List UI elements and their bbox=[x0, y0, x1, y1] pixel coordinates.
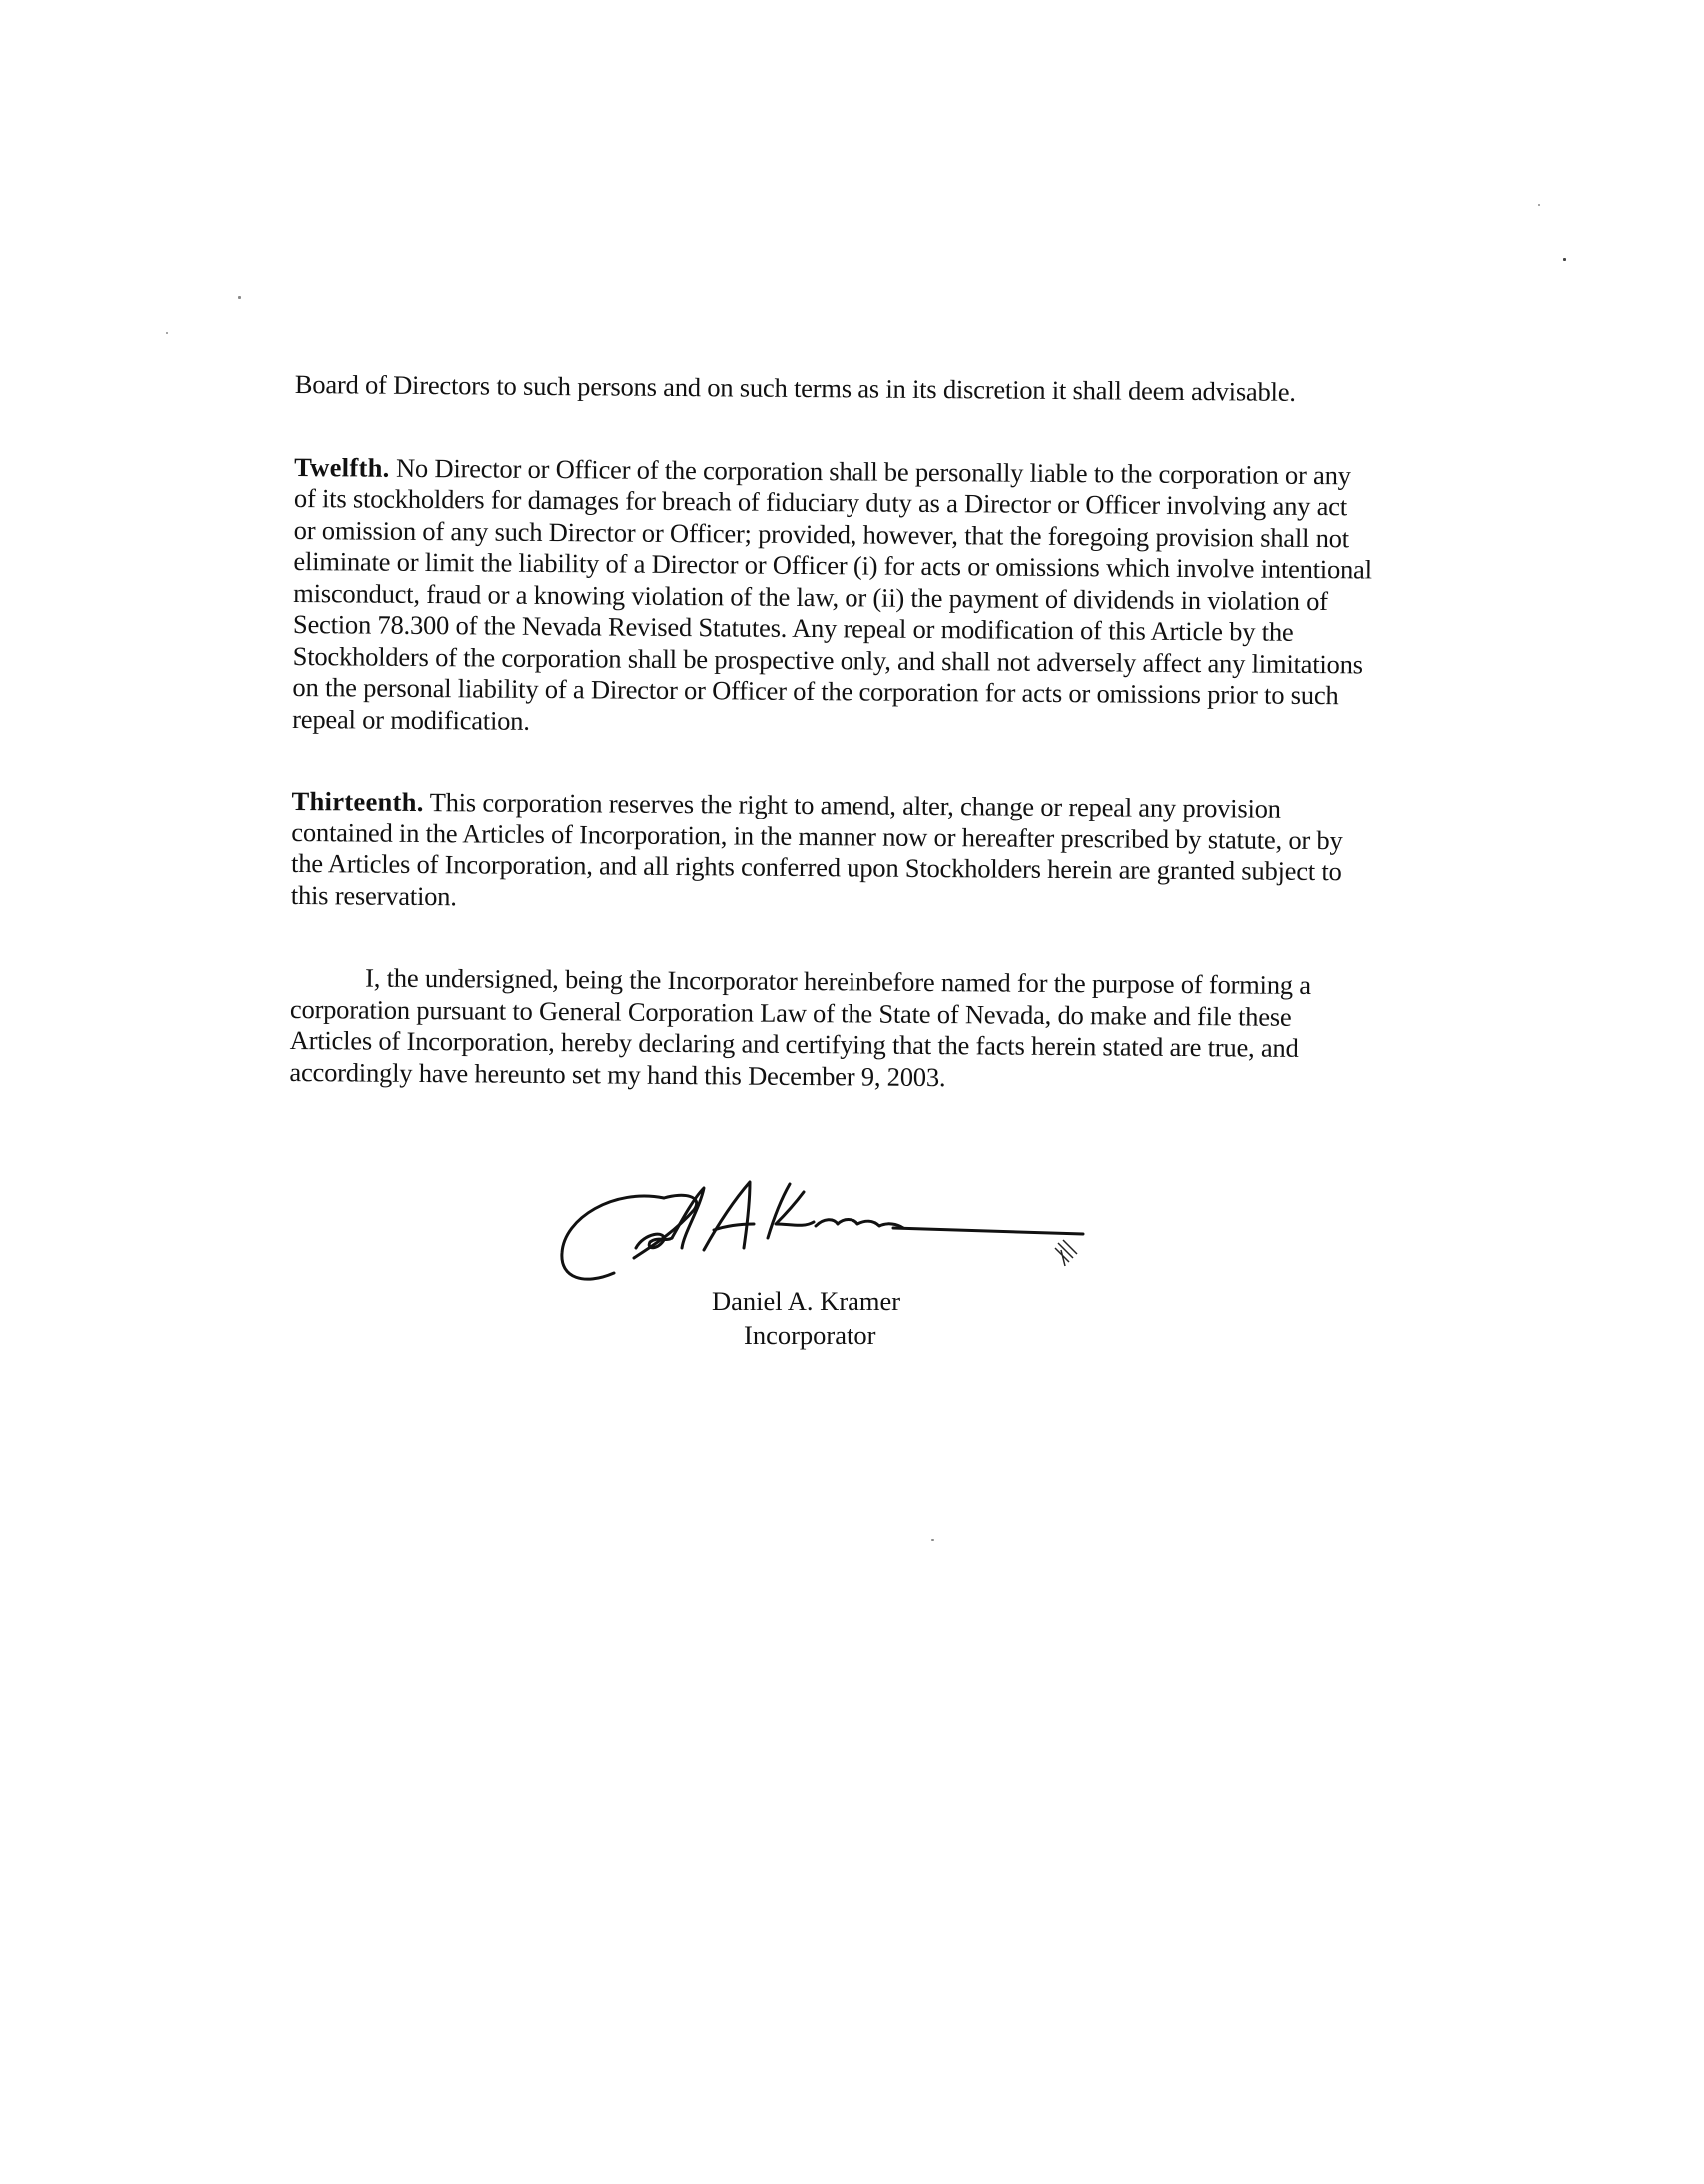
paragraph-thirteenth bbox=[291, 786, 1371, 919]
paragraph-board-of-directors bbox=[295, 369, 1374, 409]
scan-speck bbox=[931, 1539, 934, 1541]
scan-speck bbox=[1563, 258, 1566, 261]
signatory-name: Daniel A. Kramer bbox=[712, 1286, 901, 1316]
paragraph-heading: Thirteenth. bbox=[291, 785, 424, 818]
scan-speck bbox=[1538, 204, 1540, 206]
handwritten-signature bbox=[554, 1178, 1093, 1303]
paragraph-certification bbox=[289, 962, 1369, 1096]
scan-speck bbox=[238, 296, 241, 299]
signatory-title: Incorporator bbox=[744, 1320, 876, 1350]
signature-block bbox=[554, 1178, 1113, 1358]
paragraph-text: This corporation reserves the right to amend, alter, change or repeal any provision contained in the Articles of Incorporation, in the manner now or hereafter prescribed by statute, or by the Articles of Incorporation, and all rights conferred upon Stockholders herein are granted subject to this reservation. bbox=[290, 787, 1343, 911]
scan-speck bbox=[166, 332, 168, 334]
paragraph-heading: Twelfth. bbox=[294, 451, 390, 483]
paragraph-text: Board of Directors to such persons and on such terms as in its discretion it shall deem advisable. bbox=[294, 369, 1296, 407]
paragraph-twelfth bbox=[292, 451, 1373, 743]
paragraph-text: No Director or Officer of the corporation shall be personally liable to the corporation or any of its stockholders for damages for breach of fiduciary duty as a Director or Officer involving any act or omission of any such Director or Officer; provided, however, that the foregoing provision shall not eliminate or limit the liability of a Director or Officer (i) for acts or omissions which involve intentional misconduct, fraud or a knowing violation of the law, or (ii) the payment of dividends in violation of Section 78.300 of the Nevada Revised Statutes. Any repeal or modification of this Article by the Stockholders of the corporation shall be prospective only, and shall not adversely affect any limitations on the personal liability of a Director or Officer of the corporation for acts or omissions prior to such repeal or modification. bbox=[292, 452, 1372, 736]
document-body bbox=[289, 369, 1374, 1147]
paragraph-text: I, the undersigned, being the Incorporator hereinbefore named for the purpose of forming a corporation pursuant to General Corporation Law of the State of Nevada, do make and file these Articles of Incorporation, hereby declaring and certifying that the facts herein stated are true, and accordingly have hereunto set my hand this December 9, 2003. bbox=[289, 962, 1312, 1092]
